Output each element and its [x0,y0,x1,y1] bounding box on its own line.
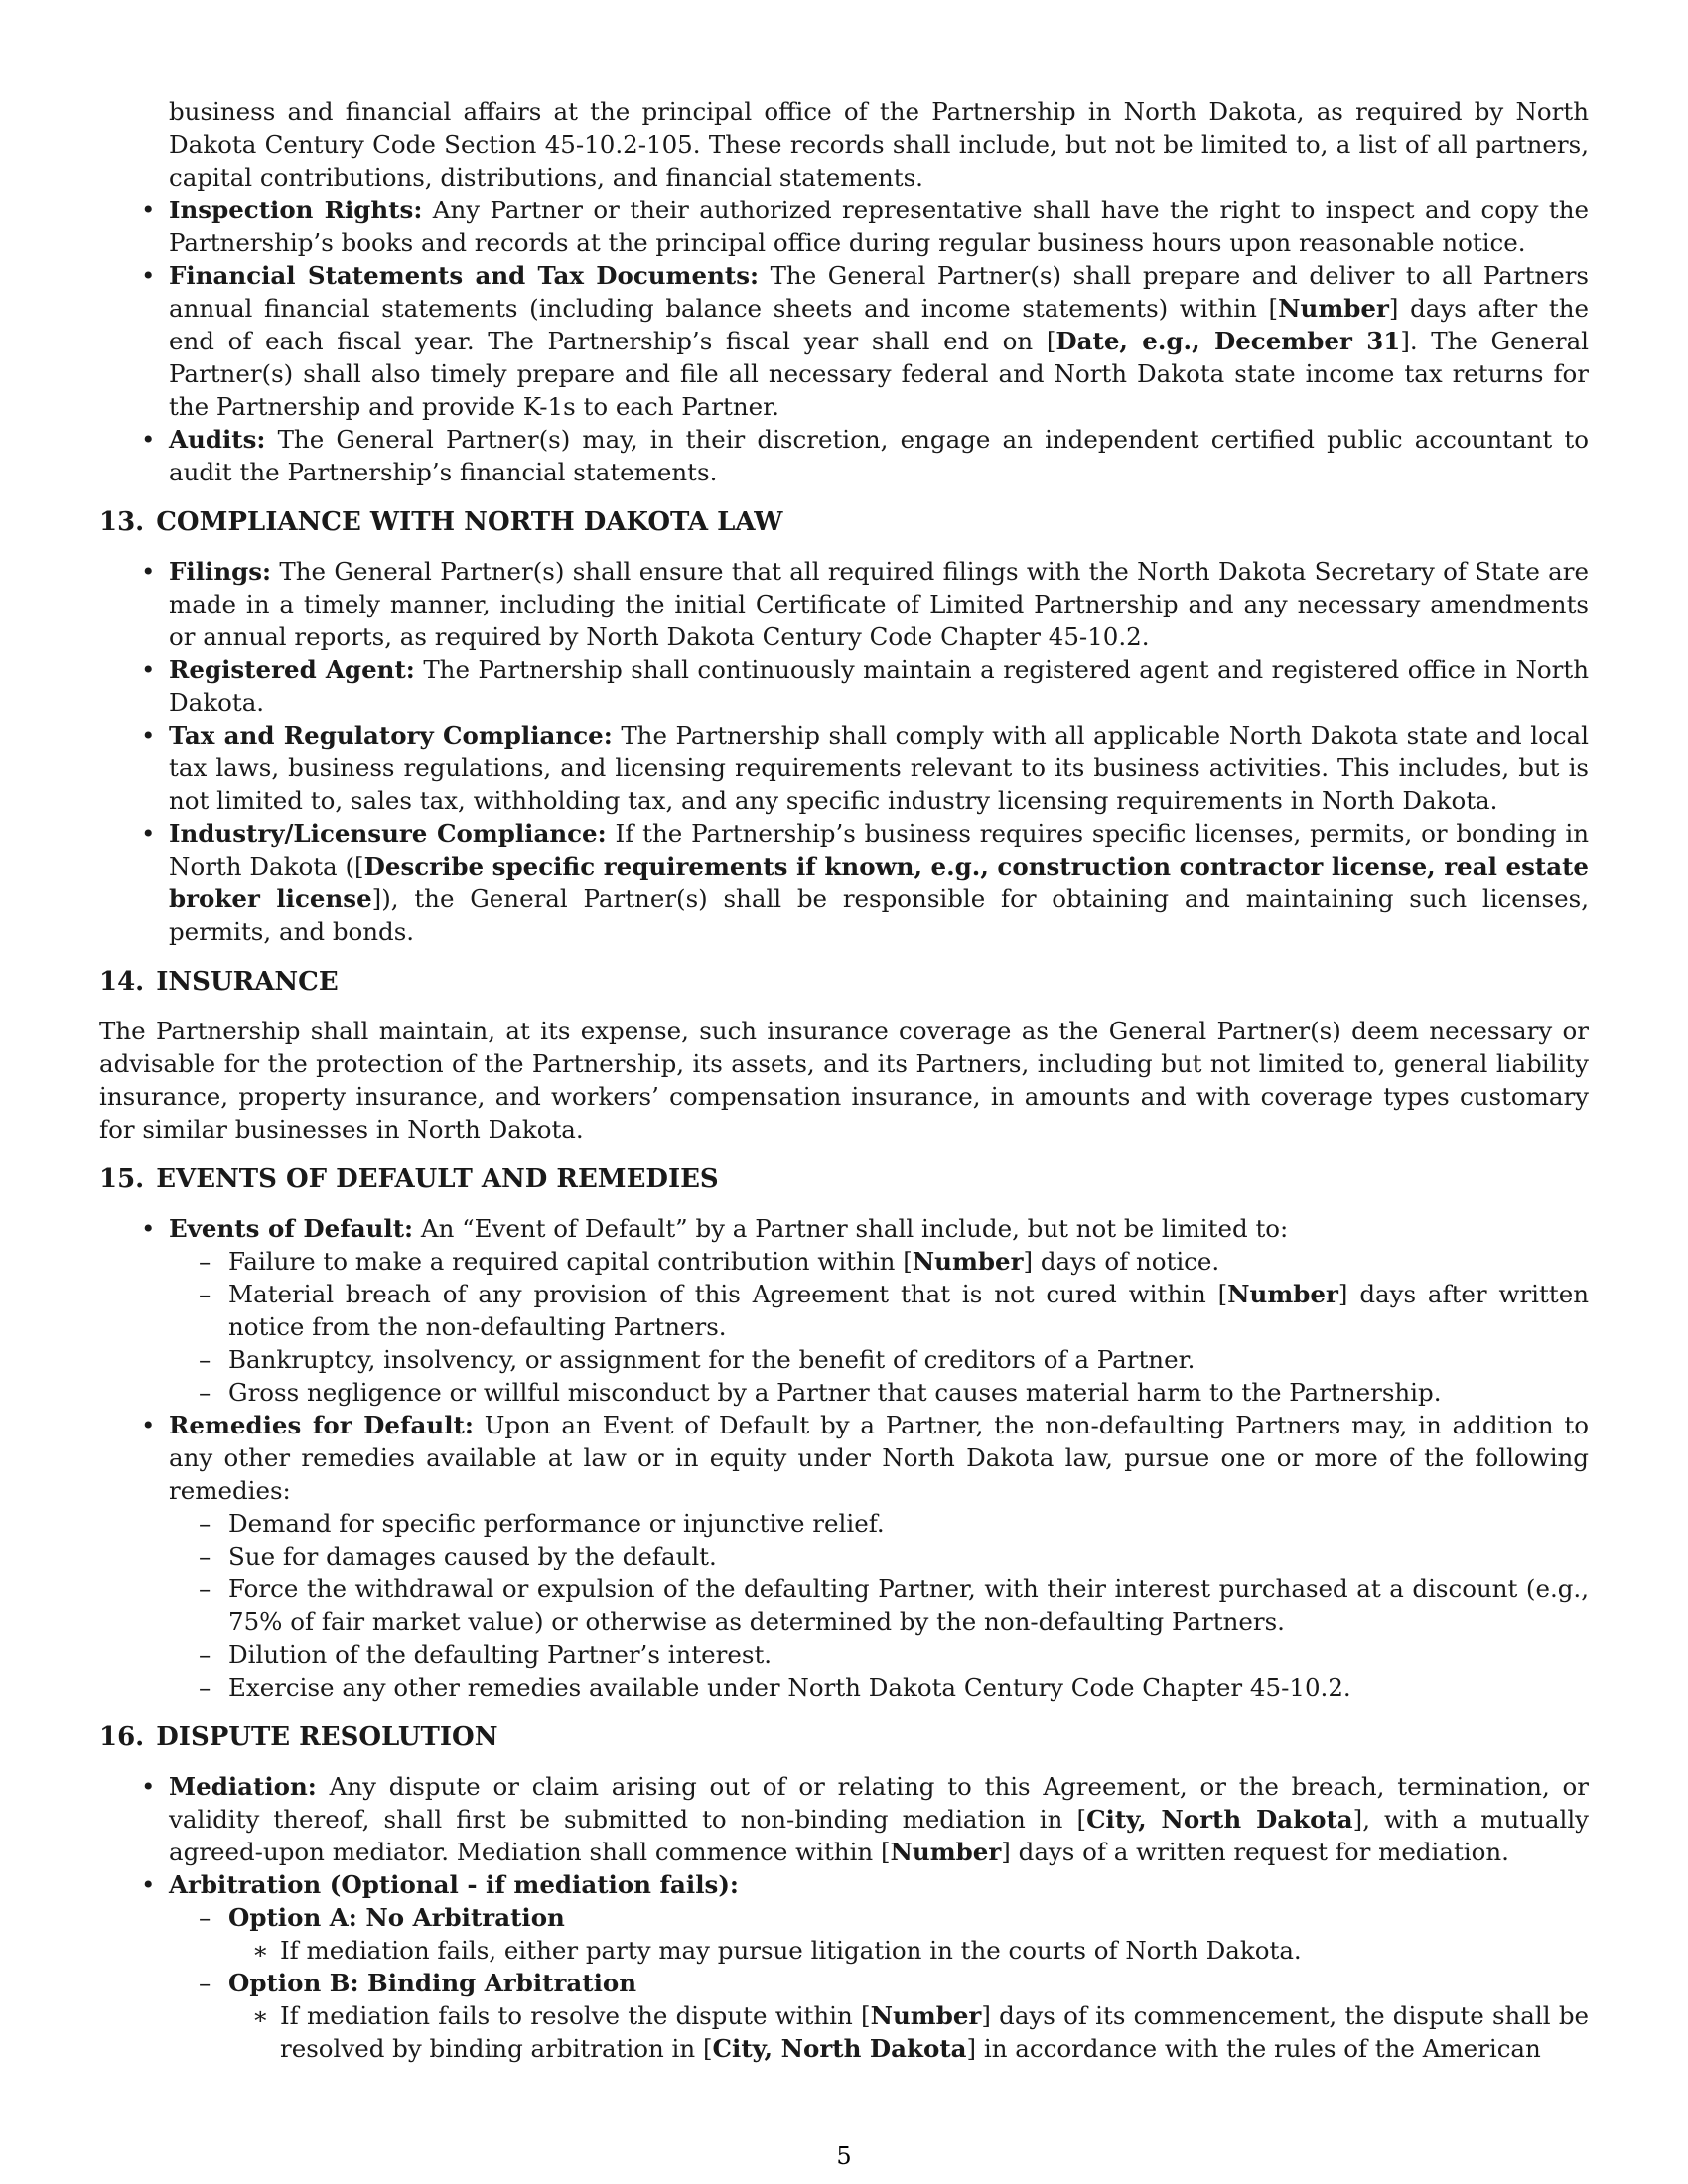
list-item-events-of-default [99,1212,1589,1409]
section-title: INSURANCE [156,967,339,997]
asterisk-icon: ∗ [252,1936,269,1965]
sub-text: Demand for specific performance or injunctive relief. [228,1509,885,1538]
bullet-icon: • [141,196,156,224]
section-number: 15. [99,1164,145,1194]
list-item-arbitration [99,1868,1589,2065]
sublist-item [169,1343,1589,1376]
dispute-list [99,1770,1589,2065]
dash-icon: – [199,1280,211,1308]
sub-text: Failure to make a required capital contribution within [ [228,1247,913,1276]
bullet-icon: • [141,819,156,848]
bullet-icon: • [141,721,156,750]
dash-icon: – [199,1673,211,1702]
sub-text: Sue for damages caused by the default. [228,1542,717,1570]
insurance-paragraph: The Partnership shall maintain, at its expense, such insurance coverage as the General Partner(s) deem necessary or advisable for the protection of the Partnership, its assets, and its Partners, including but not limited to, general liability insurance, property insurance, and workers’ compensation insurance, in amounts and with coverage types customary for similar businesses in North Dakota. [99,1017,1589,1144]
list-item-financial-statements [99,259,1589,423]
sub-text: Force the withdrawal or expulsion of the defaulting Partner, with their interest purchased at a discount (e.g., 75% of fair market value) or otherwise as determined by the non-defaulting Partners. [228,1574,1589,1636]
sub-text: Gross negligence or willful misconduct by a Partner that causes material harm to the Partnership. [228,1378,1442,1407]
remedies-sublist [169,1507,1589,1704]
dash-icon: – [199,1574,211,1603]
section-title: COMPLIANCE WITH NORTH DAKOTA LAW [156,507,783,537]
item-lead: Financial Statements and Tax Documents: [169,261,760,290]
section-heading-15 [99,1163,1589,1196]
list-item-inspection-rights [99,194,1589,259]
sub-text: Dilution of the defaulting Partner’s interest. [228,1640,773,1669]
placeholder-number: Number [1278,294,1389,323]
bullet-icon: • [141,557,156,586]
sublist-item [169,1278,1589,1343]
dash-icon: – [199,1345,211,1374]
placeholder-number: Number [870,2001,982,2030]
option-label: Option B: Binding Arbitration [228,1969,637,1997]
list-item-remedies [99,1409,1589,1704]
option-a-sublist [228,1934,1589,1967]
sub-text: Bankruptcy, insolvency, or assignment for the benefit of creditors of a Partner. [228,1345,1196,1374]
bullet-icon: • [141,1870,156,1899]
default-list [99,1212,1589,1704]
dash-icon: – [199,1903,211,1932]
item-text: ] days after the end of each fiscal year. The Partnership’s fiscal year shall end on [ [169,294,1589,355]
section-number: 14. [99,967,145,997]
list-item-licensure-compliance [99,817,1589,948]
placeholder-requirements: Describe specific requirements if known, e.g., construction contractor license, real estate broker license [169,852,1590,913]
bullet-icon: • [141,425,156,454]
sublist-item [169,1572,1589,1638]
section-heading-14 [99,966,1589,999]
item-lead: Events of Default: [169,1214,414,1243]
dash-icon: – [199,1247,211,1276]
list-item-audits [99,423,1589,488]
bullet-icon: • [141,655,156,684]
option-b-sublist [228,1999,1589,2065]
sub-text: ] days of notice. [1023,1247,1220,1276]
sub-text: If mediation fails, either party may pursue litigation in the courts of North Dakota. [280,1936,1302,1965]
sublist-item [169,1376,1589,1409]
bullet-icon: • [141,1772,156,1801]
placeholder-date: Date, e.g., December 31 [1055,327,1401,355]
sub-text: ] days of its commencement, the dispute shall be resolved by binding arbitration in [ [280,2001,1589,2063]
item-text: The General Partner(s) shall ensure that all required filings with the North Dakota Secretary of State are made in a timely manner, including the initial Certificate of Limited Partnership and any necessary amendments or annual reports, as required by North Dakota Century Code Chapter 45-10.2. [169,557,1589,651]
dash-icon: – [199,1969,211,1997]
item-text: The General Partner(s) shall prepare and deliver to all Partners annual financial statements (including balance sheets and income statements) within [ [169,261,1589,323]
list-item-filings [99,555,1589,653]
item-text: Any dispute or claim arising out of or relating to this Agreement, or the breach, termination, or validity thereof, shall first be submitted to non-binding mediation in [ [169,1772,1589,1834]
bullet-icon: • [141,261,156,290]
placeholder-number: Number [1227,1280,1338,1308]
placeholder-number: Number [912,1247,1024,1276]
item-lead: Filings: [169,557,272,586]
dash-icon: – [199,1378,211,1407]
sublist-item [169,1638,1589,1671]
dash-icon: – [199,1640,211,1669]
dash-icon: – [199,1542,211,1570]
compliance-list [99,555,1589,948]
sub-text: ] days after written notice from the non-defaulting Partners. [228,1280,1589,1341]
section-heading-13 [99,506,1589,539]
list-item-tax-compliance [99,719,1589,817]
section-title: EVENTS OF DEFAULT AND REMEDIES [156,1164,719,1194]
bullet-icon: • [141,1411,156,1439]
item-lead: Remedies for Default: [169,1411,474,1439]
item-text: Any Partner or their authorized representative shall have the right to inspect and copy the Partnership’s books and records at the principal office during regular business hours upon reasonable notice. [169,196,1589,257]
events-sublist [169,1245,1589,1409]
item-text: If the Partnership’s business requires specific licenses, permits, or bonding in North Dakota ([ [169,819,1590,881]
item-lead: Arbitration (Optional - if mediation fails): [169,1870,739,1899]
option-label: Option A: No Arbitration [228,1903,565,1932]
item-text: The Partnership shall comply with all applicable North Dakota state and local tax laws, business regulations, and licensing requirements relevant to its business activities. This includes, but is not limited to, sales tax, withholding tax, and any specific industry licensing requirements in North Dakota. [169,721,1589,815]
sub-text: Material breach of any provision of this Agreement that is not cured within [ [228,1280,1228,1308]
placeholder-number: Number [890,1838,1002,1866]
item-text: ]), the General Partner(s) shall be responsible for obtaining and maintaining such licenses, permits, and bonds. [169,885,1589,946]
sub-text: Exercise any other remedies available under North Dakota Century Code Chapter 45-10.2. [228,1673,1351,1702]
asterisk-icon: ∗ [252,2001,269,2030]
sublist-item [228,1934,1589,1967]
option-a [169,1901,1589,1967]
list-item-mediation [99,1770,1589,1868]
placeholder-city: City, North Dakota [712,2034,967,2063]
arbitration-options [169,1901,1589,2065]
sublist-item [169,1540,1589,1572]
document-page [99,95,1589,2065]
item-text: The Partnership shall continuously maintain a registered agent and registered office in North Dakota. [169,655,1589,717]
dash-icon: – [199,1509,211,1538]
section-title: DISPUTE RESOLUTION [156,1722,498,1752]
item-lead: Tax and Regulatory Compliance: [169,721,613,750]
section-number: 13. [99,507,145,537]
item-text: ] days of a written request for mediation. [1001,1838,1509,1866]
sublist-item [169,1507,1589,1540]
item-lead: Registered Agent: [169,655,415,684]
item-text: The General Partner(s) may, in their discretion, engage an independent certified public accountant to audit the Partnership’s financial statements. [169,425,1589,486]
section-number: 16. [99,1722,145,1752]
sublist-item [169,1671,1589,1704]
sublist-item [228,1999,1589,2065]
option-b [169,1967,1589,2065]
item-text: An “Event of Default” by a Partner shall include, but not be limited to: [413,1214,1289,1243]
records-list [99,194,1589,488]
section-heading-16 [99,1721,1589,1754]
placeholder-city: City, North Dakota [1086,1805,1353,1834]
item-text: Upon an Event of Default by a Partner, the non-defaulting Partners may, in addition to any other remedies available at law or in equity under North Dakota law, pursue one or more of the following remedies: [169,1411,1590,1505]
item-lead: Audits: [169,425,266,454]
item-lead: Industry/Licensure Compliance: [169,819,607,848]
item-lead: Mediation: [169,1772,317,1801]
item-text: ]. The General Partner(s) shall also timely prepare and file all necessary federal and North Dakota state income tax returns for the Partnership and provide K-1s to each Partner. [169,327,1590,421]
item-lead: Inspection Rights: [169,196,423,224]
bullet-icon: • [141,1214,156,1243]
item-text: ], with a mutually agreed-upon mediator. Mediation shall commence within [ [169,1805,1589,1866]
page-number: 5 [836,2142,852,2170]
sub-text: If mediation fails to resolve the dispute within [ [280,2001,871,2030]
list-item-registered-agent [99,653,1589,719]
sub-text: ] in accordance with the rules of the American [966,2034,1541,2063]
sublist-item [169,1245,1589,1278]
carryover-paragraph: business and financial affairs at the principal office of the Partnership in North Dakota, as required by North Dakota Century Code Section 45-10.2-105. These records shall include, but not be limited to, a list of all partners, capital contributions, distributions, and financial statements. [169,97,1589,192]
